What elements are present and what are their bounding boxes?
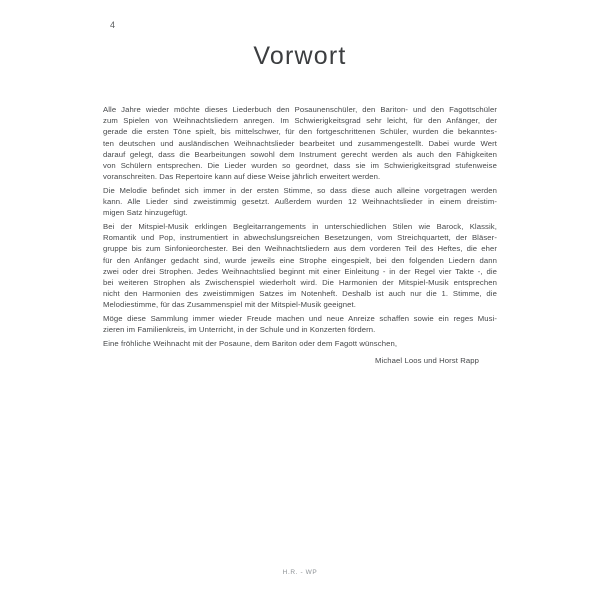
paragraph-2 — [103, 185, 497, 219]
text-line: Alle Jahre wieder möchte dieses Liederbuch den Posaunenschüler, den Bariton- und den Fagottschüler — [103, 105, 497, 114]
text-line: Die Melodie befindet sich immer in der ersten Stimme, so dass diese auch alleine vorgetragen werden — [103, 185, 497, 195]
footer-mark: H.R. - WP — [282, 569, 318, 576]
text-line: voranschreiten. Das Repertoire kann auf diese Weise jährlich erweitert werden. — [103, 172, 381, 182]
text-line: ten deutschen und ausländischen Weihnachtslieder bearbeitet und zusammengestellt. Dabei wurde Wert — [103, 138, 497, 148]
text-line: gerade die ersten Töne spielt, bis mittelschwer, für den fortgeschrittenen Schüler, wurden die bekanntes- — [103, 127, 497, 137]
text-line: migen Satz hinzugefügt. — [103, 208, 188, 218]
page-title: Vorwort — [253, 42, 347, 70]
text-line: von Schülern entsprechen. Die Lieder wurden so geordnet, dass sie im Schwierigkeitsgrad stufenweise — [103, 161, 497, 171]
text-line: Eine fröhliche Weihnacht mit der Posaune, dem Bariton oder dem Fagott wünschen, — [103, 339, 398, 349]
text-line: Melodiestimme, für das Zusammenspiel mit der Mitspiel-Musik geeignet. — [103, 300, 356, 310]
text-line: nicht den Harmonien des zweistimmigen Satzes im Notenheft. Deshalb ist auch nur die 1. Stimme, die — [103, 289, 497, 299]
preface-text — [103, 104, 497, 366]
text-line: Romantik und Pop, instrumentiert in abwechslungsreichen Besetzungen, vom Streichquartett, der Bläser- — [103, 233, 497, 243]
author-signature: Michael Loos und Horst Rapp — [375, 356, 479, 366]
text-line: darauf gelegt, dass die Bearbeitungen sowohl dem Instrument gerecht werden als auch den Fähigkeiten — [103, 149, 497, 159]
text-line: bei weiteren Strophen als Zwischenspiel wiederholt wird. Die Harmonien der Mitspiel-Musik entsprechen — [103, 278, 497, 288]
text-line: Möge diese Sammlung immer wieder Freude machen und neue Anreize schaffen sowie ein reges Musi- — [103, 314, 497, 324]
text-line: Bei der Mitspiel-Musik erklingen Begleitarrangements in unterschiedlichen Stilen wie Barock, Klassik, — [103, 222, 497, 232]
text-line: zum Spielen von Weihnachtsliedern anregen. Im Schwierigkeitsgrad sehr leicht, für den Anfänger, der — [103, 116, 497, 126]
text-line: zwei oder drei Strophen. Jedes Weihnachtslied beginnt mit einer Einleitung - in der Regel vier Takte -, die — [103, 266, 497, 276]
text-line: für den Anfänger gedacht sind, wurde jeweils eine Strophe eingespielt, bei den folgenden Liedern dann — [103, 255, 497, 265]
paragraph-1 — [103, 104, 497, 182]
paragraph-4 — [103, 313, 497, 335]
text-line: zieren im Familienkreis, im Unterricht, in der Schule und in Konzerten fördern. — [103, 325, 376, 335]
paragraph-3 — [103, 221, 497, 311]
paragraph-5 — [103, 338, 497, 349]
page-number: 4 — [110, 20, 116, 30]
text-line: kann. Alle Lieder sind zweistimmig gesetzt. Außerdem wurden 12 Weihnachtslieder in einem dreistim- — [103, 197, 497, 207]
text-line: gruppe bis zum Sinfonieorchester. Bei den Weihnachtsliedern aus dem vorderen Teil des Heftes, die eher — [103, 244, 497, 254]
